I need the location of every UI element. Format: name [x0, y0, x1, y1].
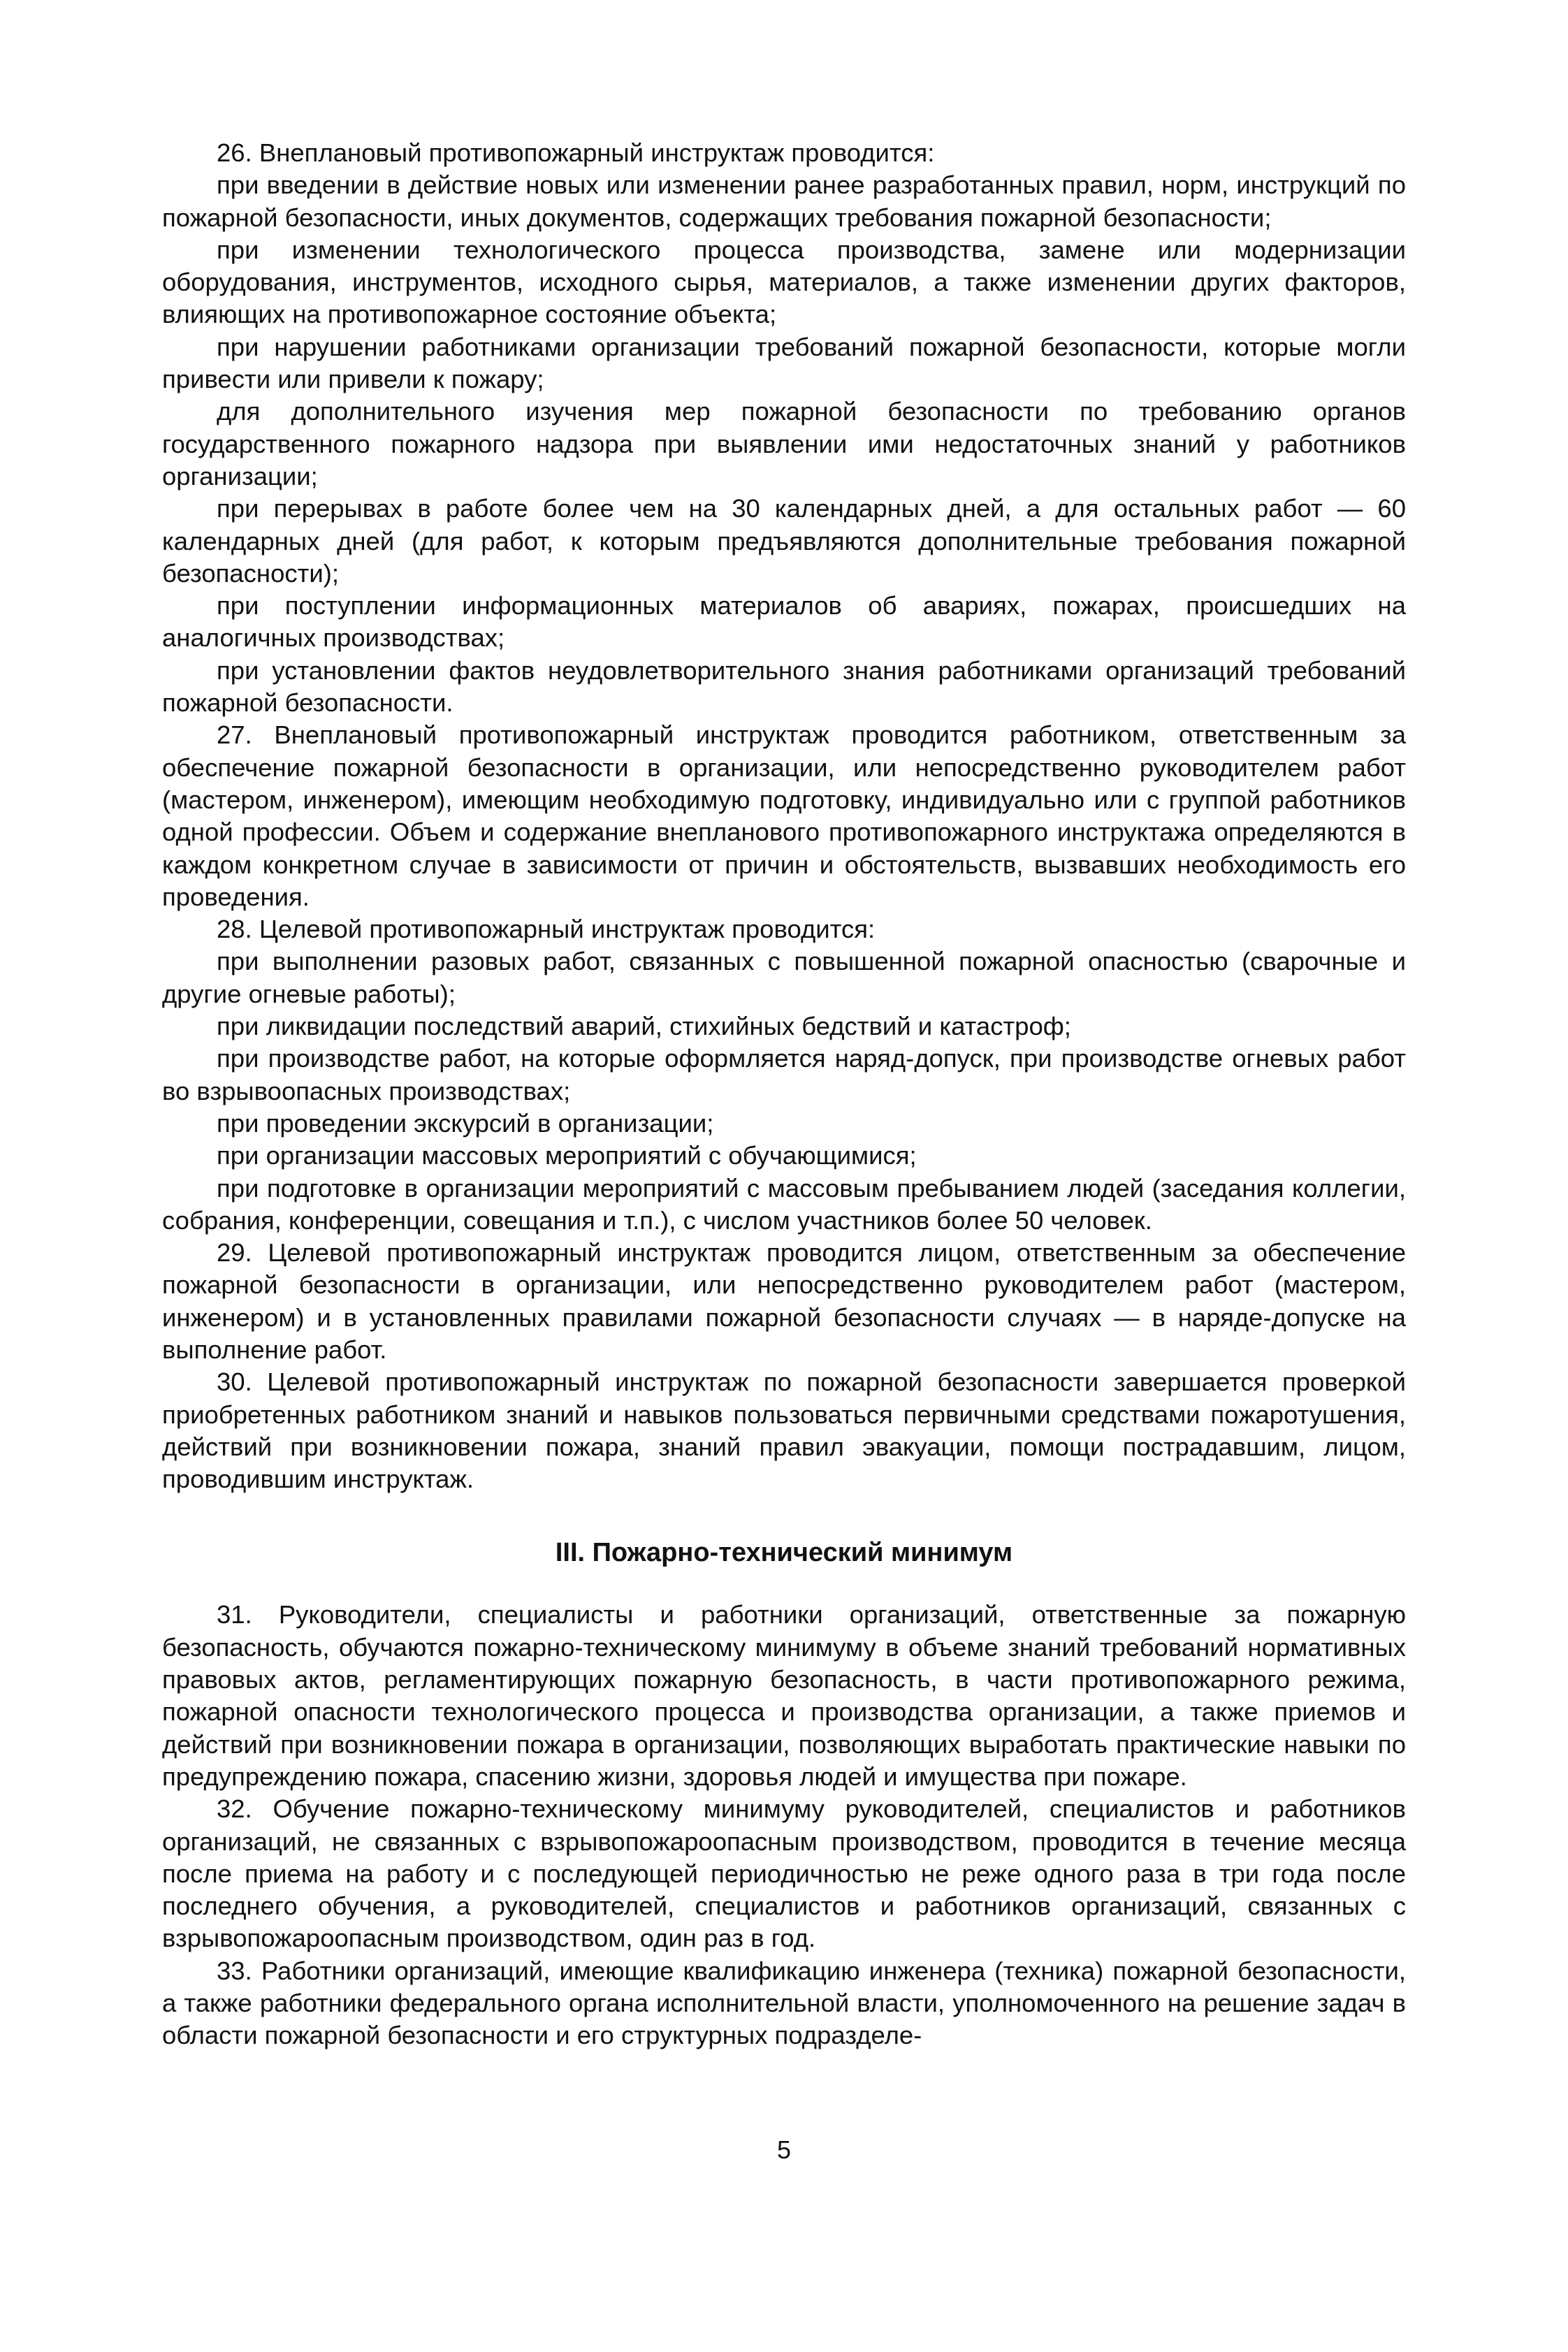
paragraph-28-item-1: при выполнении разовых работ, связанных с повышенной пожарной опасностью (сварочные и другие огневые работы);: [162, 947, 1406, 1008]
paragraph-30: 30. Целевой противопожарный инструктаж по пожарной безопасности завершается проверкой приобретенных работником знаний и навыков пользоваться первичными средствами пожаротушения, действий при возникновении пожара, знаний правил эвакуации, помощи пострадавшим, лицом, проводившим инструктаж.: [162, 1367, 1406, 1494]
paragraph-29: 29. Целевой противопожарный инструктаж проводится лицом, ответственным за обеспечение пожарной безопасности в организации, или непосредственно руководителем работ (мастером, инженером) и в установленных правилами пожарной безопасности случаях — в наряде-допуске на выполнение работ.: [162, 1238, 1406, 1364]
page-number: 5: [776, 2135, 792, 2164]
paragraph-26-item-7: при установлении фактов неудовлетворительного знания работниками организаций требований пожарной безопасности.: [162, 655, 1406, 718]
paragraph-32: 32. Обучение пожарно-техническому минимуму руководителей, специалистов и работников организаций, не связанных с взрывопожароопасным производством, проводится в течение месяца после приема на работу и с последующей периодичностью не реже одного раза в три года после последнего обучения, а руководителей, специалистов и работников организаций, связанных с взрывопожароопасным производством, один раз в год.: [162, 1794, 1406, 1953]
paragraph-27: 27. Внеплановый противопожарный инструктаж проводится работником, ответственным за обеспечение пожарной безопасности в организации, или непосредственно руководителем работ (мастером, инженером), имеющим необходимую подготовку, индивидуально или с группой работников одной профессии. Объем и содержание внепланового противопожарного инструктажа определяются в каждом конкретном случае в зависимости от причин и обстоятельств, вызвавших необходимость его проведения.: [162, 720, 1406, 911]
paragraph-28: 28. Целевой противопожарный инструктаж проводится:: [217, 915, 876, 944]
paragraph-28-item-5: при организации массовых мероприятий с обучающимися;: [217, 1141, 917, 1170]
paragraph-31: 31. Руководители, специалисты и работники организаций, ответственные за пожарную безопасность, обучаются пожарно-техническому минимуму в объеме знаний требований нормативных правовых актов, регламентирующих пожарную безопасность, в части противопожарного режима, пожарной опасности технологического процесса и производства организации, а также приемов и действий при возникновении пожара в организации, позволяющих выработать практические навыки по предупреждению пожара, спасению жизни, здоровья людей и имущества при пожаре.: [162, 1600, 1406, 1791]
paragraph-26-item-6: при поступлении информационных материалов об авариях, пожарах, происшедших на аналогичных производствах;: [162, 591, 1406, 653]
paragraph-33: 33. Работники организаций, имеющие квалификацию инженера (техника) пожарной безопасности, а также работники федерального органа исполнительной власти, уполномоченного на решение задач в области пожарной безопасности и его структурных подразделе-: [162, 1956, 1406, 2050]
section-title: III. Пожарно-технический минимум: [555, 1538, 1013, 1568]
page-content: [162, 137, 1406, 2052]
paragraph-28-item-2: при ликвидации последствий аварий, стихийных бедствий и катастроф;: [217, 1012, 1071, 1041]
paragraph-26-item-4: для дополнительного изучения мер пожарной безопасности по требованию органов государственного пожарного надзора при выявлении ими недостаточных знаний у работников организации;: [162, 397, 1406, 491]
paragraph-26-item-3: при нарушении работниками организации требований пожарной безопасности, которые могли привести или привели к пожару;: [162, 332, 1406, 394]
paragraph-28-item-6: при подготовке в организации мероприятий с массовым пребыванием людей (заседания коллегии, собрания, конференции, совещания и т.п.), с числом участников более 50 человек.: [162, 1173, 1406, 1235]
paragraph-26-item-2: при изменении технологического процесса производства, замене или модернизации оборудования, инструментов, исходного сырья, материалов, а также изменении других факторов, влияющих на противопожарное состояние объекта;: [162, 235, 1406, 329]
paragraph-26: 26. Внеплановый противопожарный инструктаж проводится:: [217, 138, 935, 167]
paragraph-28-item-3: при производстве работ, на которые оформляется наряд-допуск, при производстве огневых работ во взрывоопасных производствах;: [162, 1044, 1406, 1105]
paragraph-26-item-5: при перерывах в работе более чем на 30 календарных дней, а для остальных работ — 60 календарных дней (для работ, к которым предъявляются дополнительные требования пожарной безопасности);: [162, 494, 1406, 588]
paragraph-26-item-1: при введении в действие новых или изменении ранее разработанных правил, норм, инструкций по пожарной безопасности, иных документов, содержащих требования пожарной безопасности;: [162, 170, 1406, 232]
paragraph-28-item-4: при проведении экскурсий в организации;: [217, 1108, 714, 1138]
